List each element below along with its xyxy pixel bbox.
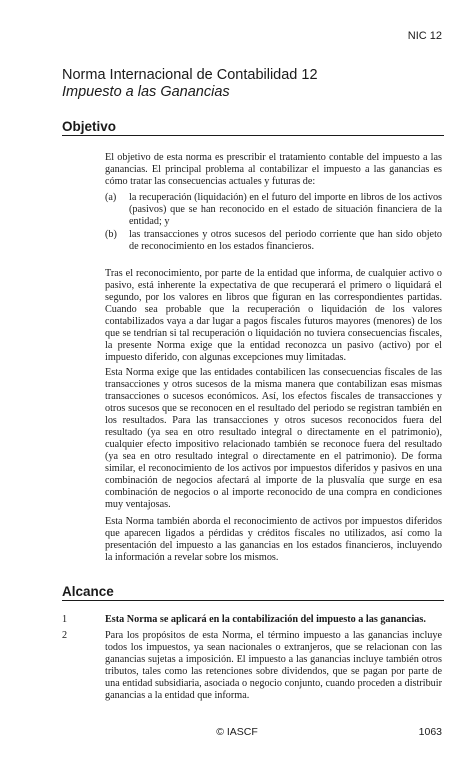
title-sub: Impuesto a las Ganancias [62, 84, 230, 100]
paragraph-number: 1 [62, 614, 68, 625]
numbered-paragraph [62, 630, 442, 702]
objetivo-paragraph-3: Esta Norma exige que las entidades contabilicen las consecuencias fiscales de las transacciones y otros sucesos de la misma manera que contabilizan esas mismas transacciones o sucesos económicos. Así, los efectos fiscales de transacciones y otros sucesos que se reconocen en el resultado del periodo se registran también en los resultados. Para las transacciones y otros sucesos reconocidos fuera del resultado (ya sea en otro resultado integral o directamente en el patrimonio), cualquier efecto impositivo relacionado también se reconoce fuera del resultado (ya sea en otro resultado integral o directamente en el patrimonio). De forma similar, el reconocimiento de los activos por impuestos diferidos y pasivos en una combinación de negocios afectará al importe de la plusvalía que surge en esa combinación de negocios o al importe reconocido de una compra en condiciones muy ventajosas. [105, 367, 442, 510]
list-item [105, 192, 442, 228]
page-number: 1063 [418, 726, 442, 738]
title-main: Norma Internacional de Contabilidad 12 [62, 67, 318, 83]
footer-copyright: © IASCF [216, 726, 258, 738]
list-marker: (b) [105, 229, 117, 240]
objetivo-paragraph-4: Esta Norma también aborda el reconocimiento de activos por impuestos diferidos que aparecen ligados a pérdidas y créditos fiscales no utilizados, así como la presentación del impuesto a las ganancias en los estados financieros, incluyendo la información a revelar sobre los mismos. [105, 516, 442, 563]
numbered-paragraph [62, 614, 442, 626]
paragraph-text: Para los propósitos de esta Norma, el término impuesto a las ganancias incluye todos los impuestos, ya sean nacionales o extranjeros, que se relacionan con las ganancias sujetas a imposición. El impuesto a las ganancias incluye también otros tributos, tales como las retenciones sobre dividendos, que se pagan por parte de una entidad subsidiaria, asociada o negocio conjunto, cuando proceden a distribuir ganancias a la entidad que informa. [105, 630, 442, 701]
list-text: la recuperación (liquidación) en el futuro del importe en libros de los activos (pasivos) que se han reconocido en el estado de situación financiera de la entidad; y [129, 192, 442, 227]
paragraph-number: 2 [62, 630, 68, 641]
standard-label: NIC 12 [407, 30, 442, 42]
list-text: las transacciones y otros sucesos del periodo corriente que han sido objeto de reconocimiento en los estados financieros. [129, 229, 442, 252]
list-item [105, 229, 442, 253]
section-heading-alcance: Alcance [62, 584, 444, 601]
section-heading-objetivo: Objetivo [62, 119, 444, 136]
objetivo-intro: El objetivo de esta norma es prescribir el tratamiento contable del impuesto a las ganancias. El principal problema al contabilizar el impuesto a las ganancias es cómo tratar las consecuencias actuales y futuras de: [105, 152, 442, 187]
page-title [62, 67, 422, 101]
list-marker: (a) [105, 192, 117, 203]
objetivo-paragraph-2: Tras el reconocimiento, por parte de la entidad que informa, de cualquier activo o pasivo, está inherente la expectativa de que recuperará el primero o liquidará el segundo, por los valores en libros que figuran en las correspondientes partidas. Cuando sea probable que la recuperación o liquidación de los valores contabilizados vaya a dar lugar a pagos fiscales futuros mayores (menores) de los que se tendrían si tal recuperación o liquidación no tuviera consecuencias fiscales, la presente Norma exige que la entidad reconozca un pasivo (activo) por el impuesto diferido, con algunas excepciones muy limitadas. [105, 268, 442, 363]
paragraph-text: Esta Norma se aplicará en la contabilización del impuesto a las ganancias. [105, 614, 426, 625]
